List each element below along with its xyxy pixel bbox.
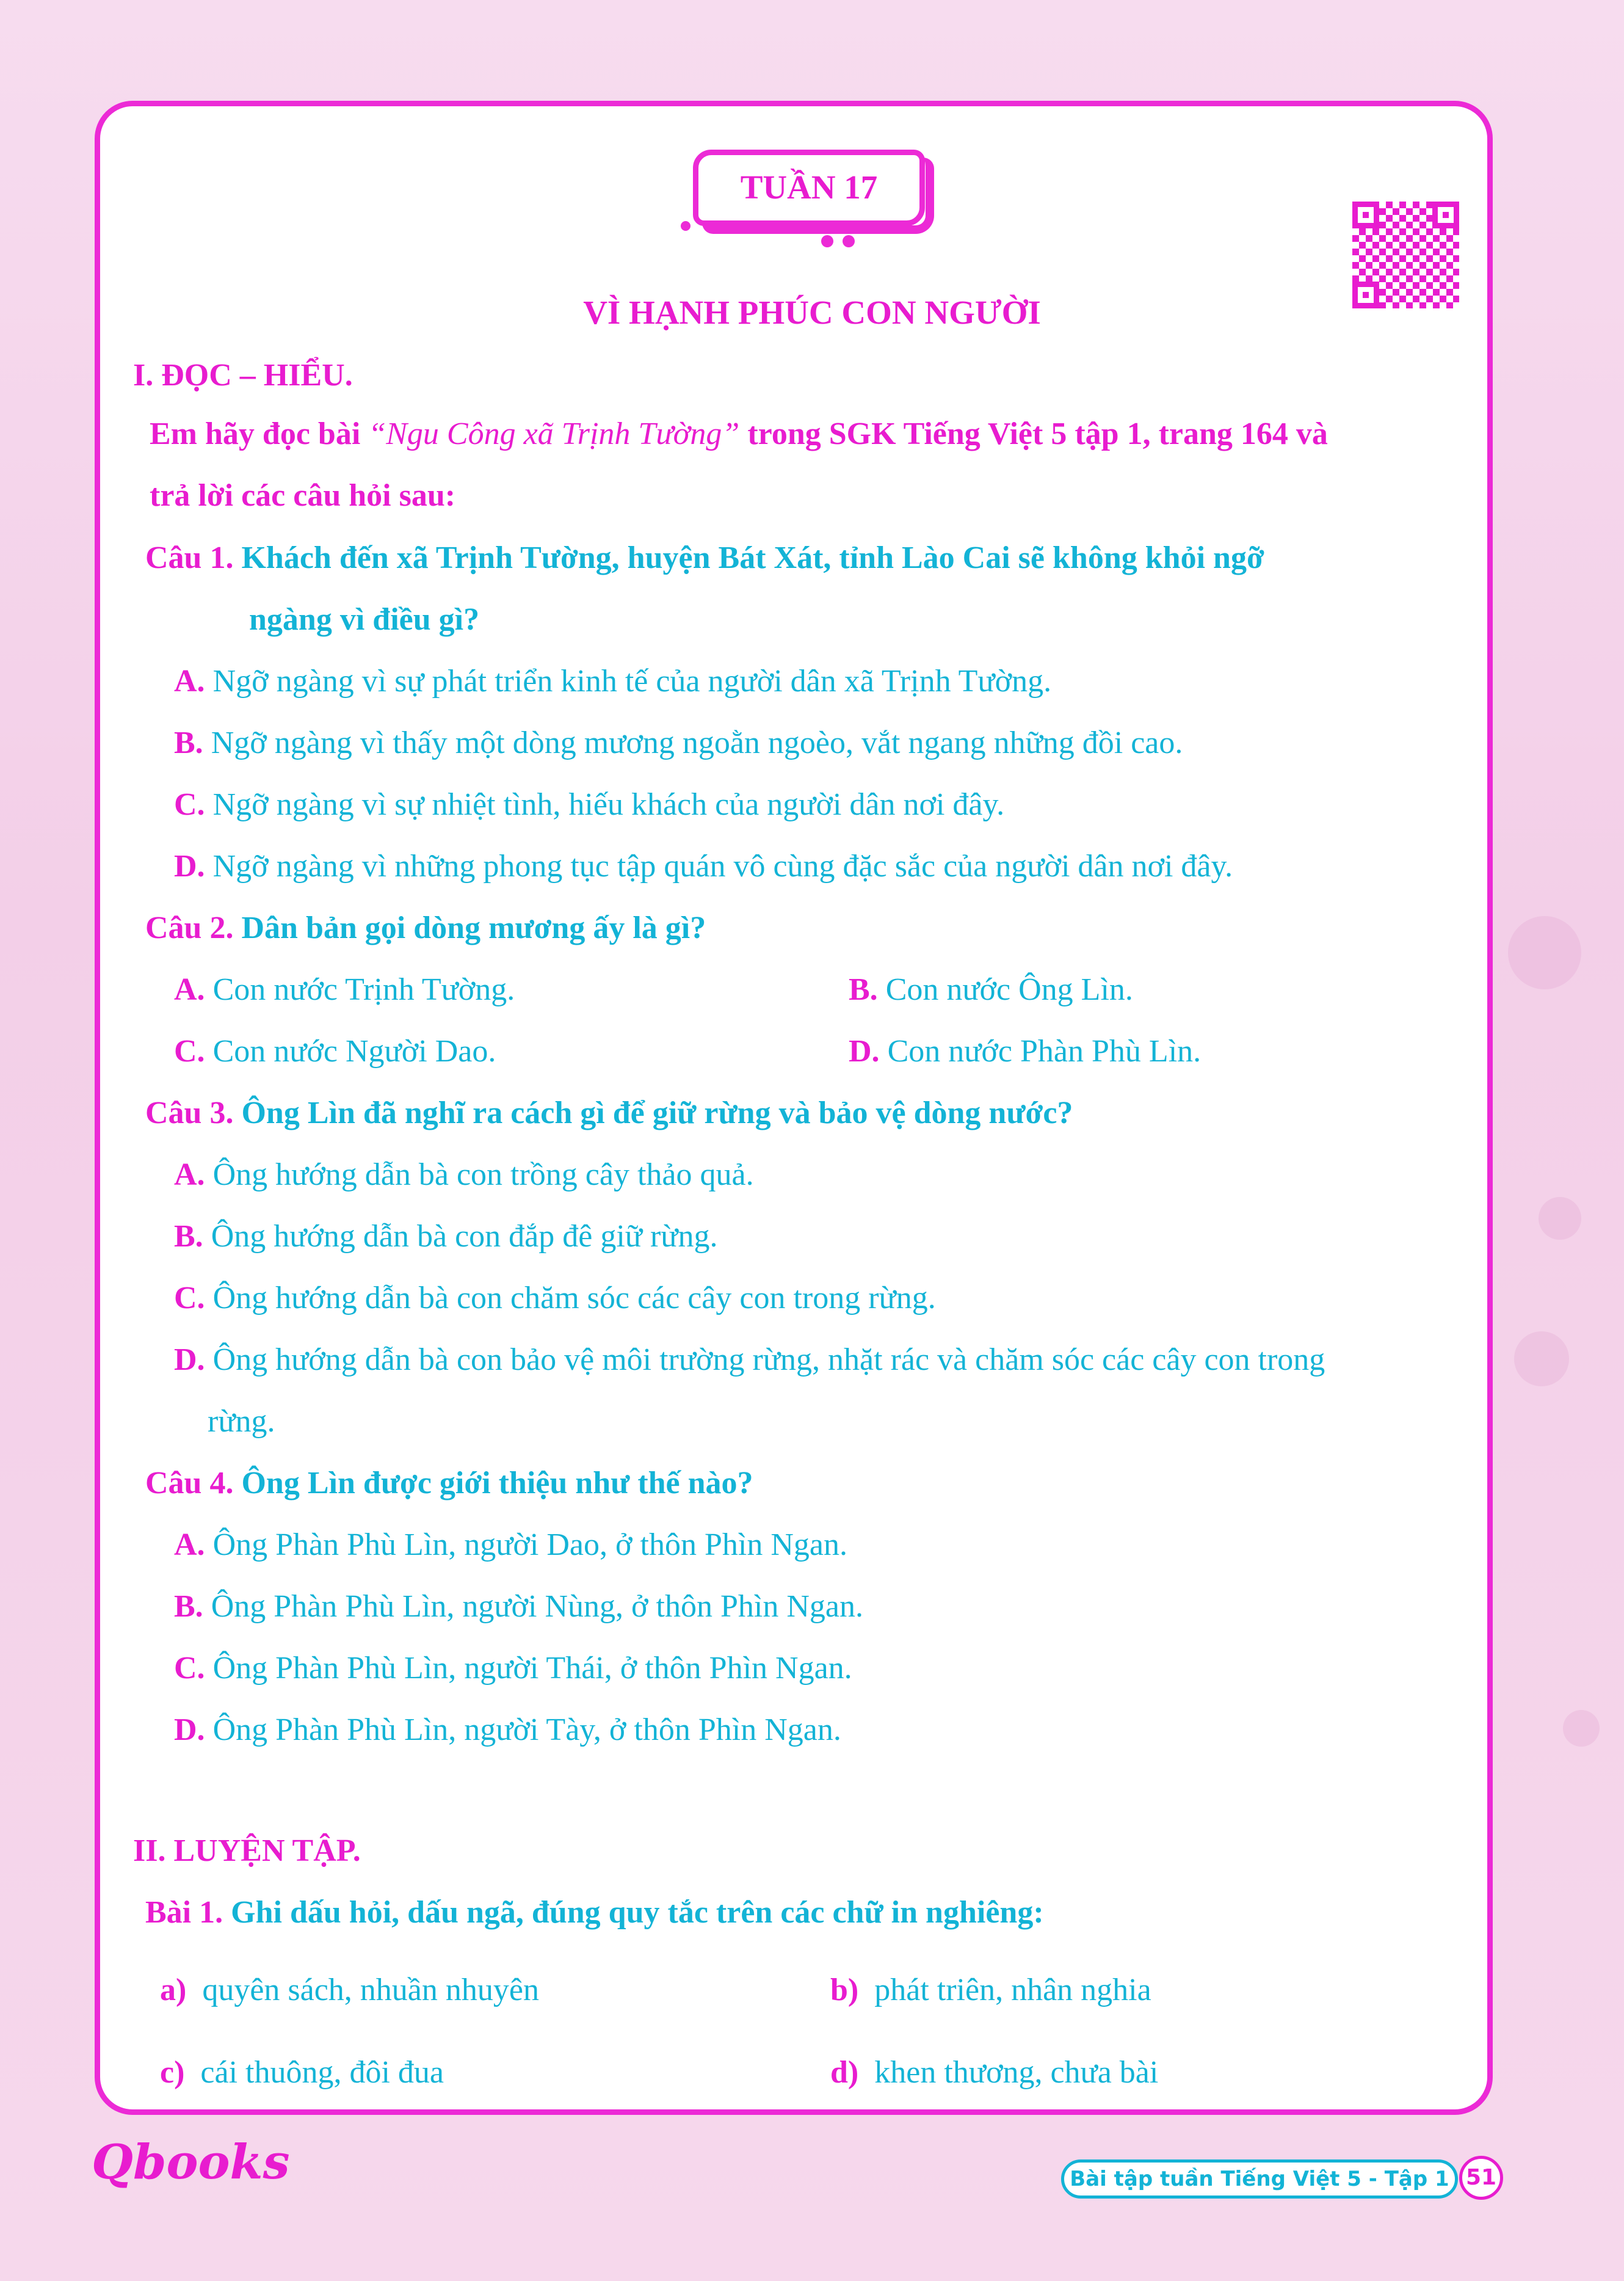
question-text: Dân bản gọi dòng mương ấy là gì? xyxy=(233,911,706,945)
option-letter: C. xyxy=(174,787,205,822)
option-text: Ông Phàn Phù Lìn, người Nùng, ở thôn Phìn Ngan. xyxy=(211,1589,863,1624)
qr-finder xyxy=(1352,202,1379,228)
background-blob xyxy=(1539,1197,1581,1240)
decor-dot xyxy=(681,221,691,231)
option-text: Ngỡ ngàng vì những phong tục tập quán vô cùng đặc sắc của người dân nơi đây. xyxy=(212,849,1233,884)
option-letter: C. xyxy=(174,1651,205,1686)
qr-finder xyxy=(1432,202,1459,228)
section-heading: I. ĐỌC – HIỂU. xyxy=(133,358,353,393)
option-letter: A. xyxy=(174,1527,205,1562)
option-text: Ngỡ ngàng vì sự phát triển kinh tế của người dân xã Trịnh Tường. xyxy=(212,664,1052,699)
option[interactable] xyxy=(174,1587,863,1626)
option-letter: B. xyxy=(174,1219,203,1254)
intro-book-title: “Ngu Công xã Trịnh Tường” xyxy=(368,417,740,451)
question-text: Ông Lìn đã nghĩ ra cách gì để giữ rừng và bảo vệ dòng nước? xyxy=(233,1096,1073,1130)
item-letter: a) xyxy=(160,1973,187,2007)
item-text: khen thương, chưa bài xyxy=(874,2055,1159,2090)
option-text: Ông hướng dẫn bà con trồng cây thảo quả. xyxy=(212,1157,754,1192)
question-label: Câu 1. xyxy=(145,540,234,575)
option-letter: B. xyxy=(849,972,878,1007)
exercise-label: Bài 1. xyxy=(145,1895,223,1930)
option-letter: D. xyxy=(174,849,205,884)
question-4 xyxy=(145,1464,753,1503)
option[interactable] xyxy=(174,1155,754,1195)
option-text: Con nước Ông Lìn. xyxy=(885,972,1133,1007)
option-text: Con nước Người Dao. xyxy=(212,1034,496,1069)
option[interactable] xyxy=(174,1032,496,1071)
publisher-logo: Qbooks xyxy=(92,2134,290,2190)
week-badge xyxy=(693,150,925,226)
option-letter: A. xyxy=(174,664,205,699)
item-text: phát triên, nhân nghia xyxy=(874,1973,1151,2007)
item-text: cái thuông, đôi đua xyxy=(200,2055,444,2090)
background-blob xyxy=(1563,1710,1600,1747)
option[interactable] xyxy=(849,1032,1201,1071)
option-letter: D. xyxy=(174,1342,205,1377)
option[interactable] xyxy=(174,1217,717,1256)
question-label: Câu 4. xyxy=(145,1466,234,1501)
question-3 xyxy=(145,1094,1073,1133)
exercise-item[interactable] xyxy=(160,1971,539,2010)
option-letter: A. xyxy=(174,972,205,1007)
option[interactable] xyxy=(174,1279,936,1318)
question-text: Ông Lìn được giới thiệu như thế nào? xyxy=(233,1466,753,1501)
question-label: Câu 2. xyxy=(145,911,234,945)
option-text: Ông Phàn Phù Lìn, người Thái, ở thôn Phìn Ngan. xyxy=(212,1651,852,1686)
item-letter: d) xyxy=(830,2055,859,2090)
item-text: quyên sách, nhuần nhuyên xyxy=(202,1973,539,2007)
option[interactable] xyxy=(174,1711,841,1750)
item-letter: c) xyxy=(160,2055,185,2090)
exercise-1 xyxy=(145,1893,1044,1932)
section-heading: II. LUYỆN TẬP. xyxy=(133,1833,361,1868)
intro-text: trong SGK Tiếng Việt 5 tập 1, trang 164 và xyxy=(739,417,1328,451)
option[interactable] xyxy=(174,785,1004,824)
option[interactable] xyxy=(849,970,1133,1010)
decor-dot xyxy=(821,235,833,247)
option[interactable] xyxy=(174,1341,1325,1380)
exercise-item[interactable] xyxy=(160,2053,444,2092)
option[interactable] xyxy=(174,1526,847,1565)
question-label: Câu 3. xyxy=(145,1096,234,1130)
item-letter: b) xyxy=(830,1973,859,2007)
page-title: VÌ HẠNH PHÚC CON NGƯỜI xyxy=(583,294,1041,331)
option-text: Ông Phàn Phù Lìn, người Dao, ở thôn Phìn Ngan. xyxy=(212,1527,847,1562)
option-letter: D. xyxy=(174,1712,205,1747)
option-text: Ngỡ ngàng vì sự nhiệt tình, hiếu khách của người dân nơi đây. xyxy=(212,787,1005,822)
option-text-cont: rừng. xyxy=(208,1404,275,1439)
option-letter: C. xyxy=(174,1281,205,1315)
option-text: Ông hướng dẫn bà con bảo vệ môi trường rừng, nhặt rác và chăm sóc các cây con trong xyxy=(212,1342,1325,1377)
background-blob xyxy=(1514,1331,1569,1386)
option-text: Ông Phàn Phù Lìn, người Tày, ở thôn Phìn Ngan. xyxy=(212,1712,841,1747)
question-text-cont: ngàng vì điều gì? xyxy=(249,602,480,637)
qr-code-icon[interactable] xyxy=(1352,202,1459,308)
option-letter: A. xyxy=(174,1157,205,1192)
intro-line-2: trả lời các câu hỏi sau: xyxy=(150,478,456,513)
option-text: Ông hướng dẫn bà con đắp đê giữ rừng. xyxy=(211,1219,718,1254)
background-blob xyxy=(1508,916,1581,989)
option[interactable] xyxy=(174,662,1051,701)
intro-line-1 xyxy=(150,415,1328,454)
option-text: Ngỡ ngàng vì thấy một dòng mương ngoằn ngoèo, vắt ngang những đồi cao. xyxy=(211,726,1183,760)
exercise-item[interactable] xyxy=(830,2053,1158,2092)
option-text: Ông hướng dẫn bà con chăm sóc các cây con trong rừng. xyxy=(212,1281,936,1315)
page-number: 51 xyxy=(1459,2156,1503,2200)
option[interactable] xyxy=(174,847,1233,886)
exercise-text: Ghi dấu hỏi, dấu ngã, đúng quy tắc trên các chữ in nghiêng: xyxy=(223,1895,1044,1930)
option[interactable] xyxy=(174,970,515,1010)
book-title-badge: Bài tập tuần Tiếng Việt 5 - Tập 1 xyxy=(1061,2159,1458,2199)
intro-text: Em hãy đọc bài xyxy=(150,417,369,451)
exercise-item[interactable] xyxy=(830,1971,1151,2010)
question-2 xyxy=(145,909,706,948)
option[interactable] xyxy=(174,1649,852,1688)
question-1 xyxy=(145,539,1264,578)
option-text: Con nước Trịnh Tường. xyxy=(212,972,515,1007)
option-text: Con nước Phàn Phù Lìn. xyxy=(887,1034,1202,1069)
option[interactable] xyxy=(174,724,1183,763)
question-text: Khách đến xã Trịnh Tường, huyện Bát Xát, tỉnh Lào Cai sẽ không khỏi ngỡ xyxy=(233,540,1264,575)
option-letter: D. xyxy=(849,1034,880,1069)
option-letter: C. xyxy=(174,1034,205,1069)
week-label: TUẦN 17 xyxy=(740,169,878,206)
option-letter: B. xyxy=(174,1589,203,1624)
decor-dot xyxy=(843,235,855,247)
option-letter: B. xyxy=(174,726,203,760)
